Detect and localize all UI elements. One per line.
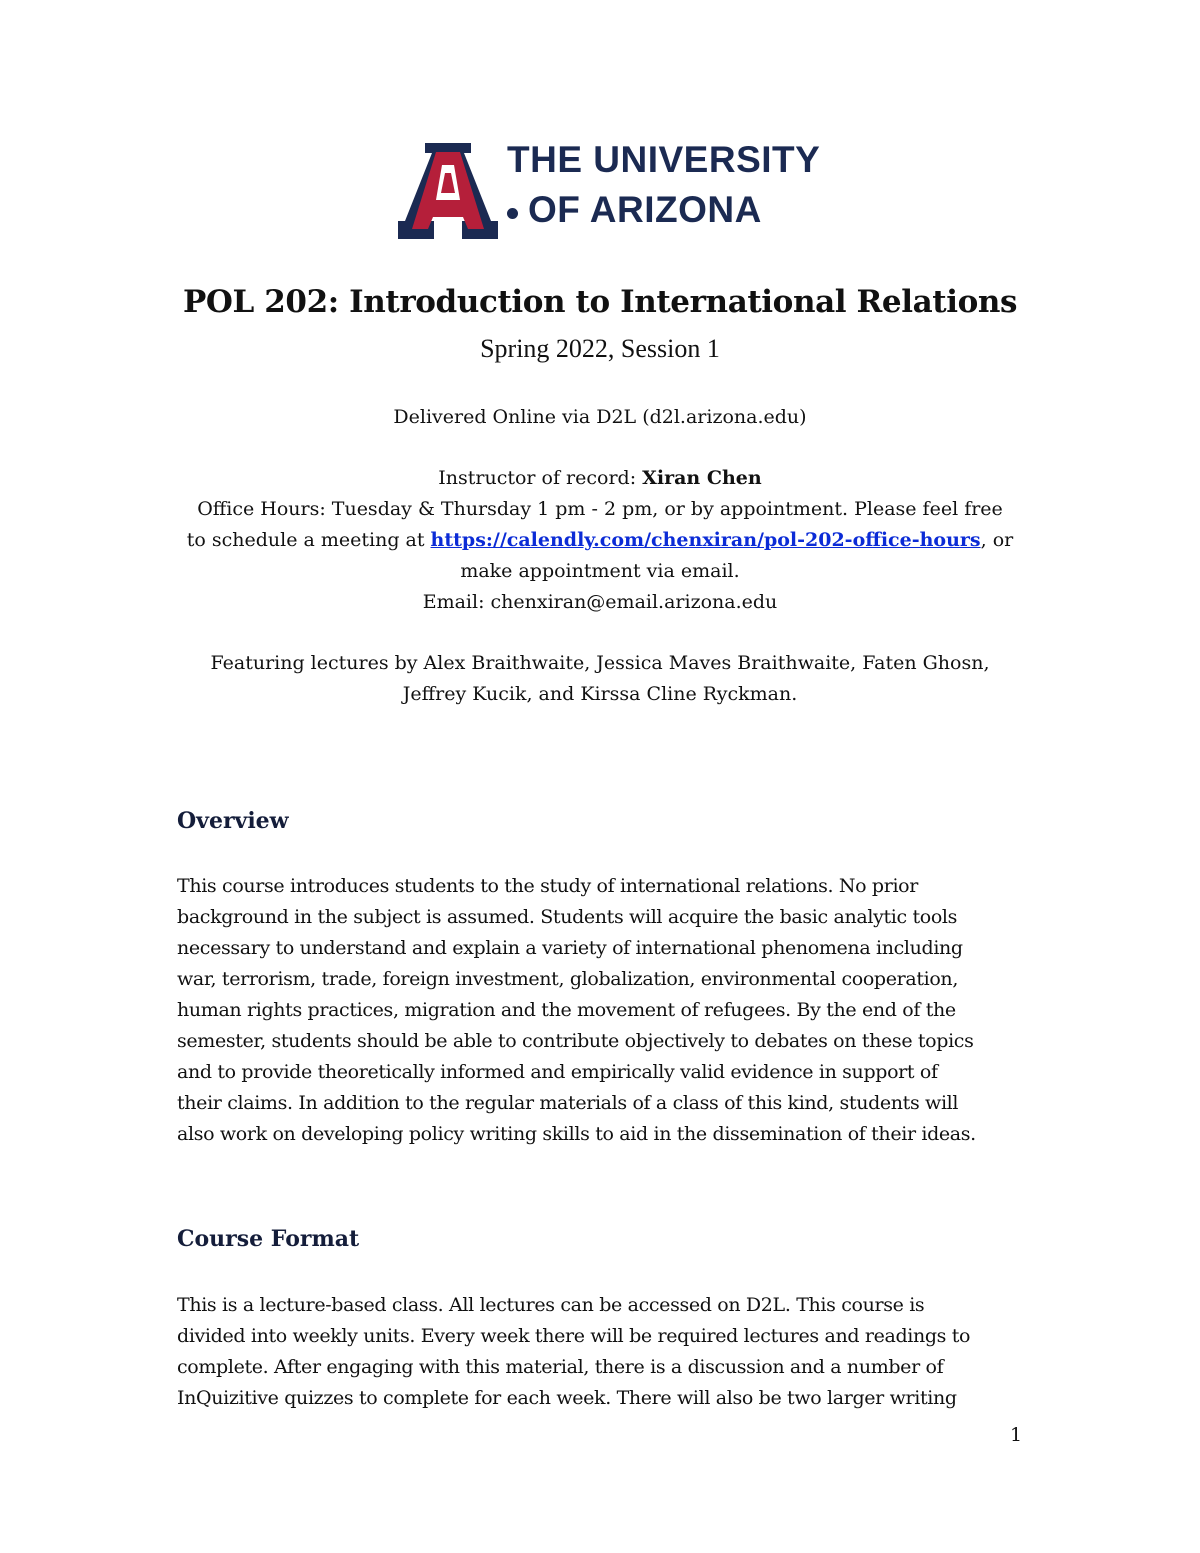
paragraph-line: complete. After engaging with this material, there is a discussion and a number of xyxy=(177,1356,944,1378)
course-format-paragraph xyxy=(177,1290,1057,1414)
paragraph-line: war, terrorism, trade, foreign investment, globalization, environmental cooperation, xyxy=(177,968,959,990)
email-line: Email: chenxiran@email.arizona.edu xyxy=(422,591,778,613)
paragraph-line: semester, students should be able to contribute objectively to debates on these topics xyxy=(177,1030,974,1052)
paragraph-line: their claims. In addition to the regular materials of a class of this kind, students will xyxy=(177,1092,959,1114)
office-hours-line-2 xyxy=(130,525,1070,556)
overview-heading: Overview xyxy=(177,808,289,834)
instructor-line xyxy=(130,463,1070,494)
paragraph-line: also work on developing policy writing skills to aid in the dissemination of their ideas. xyxy=(177,1123,976,1145)
paragraph-line: background in the subject is assumed. Students will acquire the basic analytic tools xyxy=(177,906,958,928)
page-number: 1 xyxy=(1010,1424,1023,1446)
calendly-link[interactable]: https://calendly.com/chenxiran/pol-202-office-hours xyxy=(430,529,981,551)
course-title: POL 202: Introduction to International Relations xyxy=(182,284,1018,320)
paragraph-line: human rights practices, migration and the movement of refugees. By the end of the xyxy=(177,999,956,1021)
logo-line-1: THE UNIVERSITY xyxy=(507,139,821,180)
instructor-name: Xiran Chen xyxy=(642,467,762,489)
course-format-heading: Course Format xyxy=(177,1226,360,1252)
paragraph-line: This course introduces students to the study of international relations. No prior xyxy=(177,875,919,897)
featuring-lecturers xyxy=(130,648,1070,710)
overview-paragraph xyxy=(177,871,1057,1150)
paragraph-line: divided into weekly units. Every week there will be required lectures and readings to xyxy=(177,1325,971,1347)
logo-line-2-text: OF ARIZONA xyxy=(528,189,762,230)
logo-line-2 xyxy=(507,189,762,231)
logo-dot xyxy=(507,208,518,219)
featuring-line-1: Featuring lectures by Alex Braithwaite, Jessica Maves Braithwaite, Faten Ghosn, xyxy=(210,652,990,674)
office-hours-suffix: , or xyxy=(980,529,1014,551)
office-hours-prefix: to schedule a meeting at xyxy=(186,529,431,551)
block-a-logo-icon xyxy=(398,143,498,239)
university-logo xyxy=(398,139,821,239)
featuring-line-2: Jeffrey Kucik, and Kirssa Cline Ryckman. xyxy=(402,683,798,705)
office-hours-line-3: make appointment via email. xyxy=(460,560,740,582)
delivery-info: Delivered Online via D2L (d2l.arizona.edu) xyxy=(393,406,807,428)
paragraph-line: InQuizitive quizzes to complete for each week. There will also be two larger writing xyxy=(177,1387,957,1409)
office-hours xyxy=(130,494,1070,618)
paragraph-line: This is a lecture-based class. All lectures can be accessed on D2L. This course is xyxy=(177,1294,925,1316)
office-hours-line-1: Office Hours: Tuesday & Thursday 1 pm - 2 pm, or by appointment. Please feel free xyxy=(197,498,1003,520)
course-term: Spring 2022, Session 1 xyxy=(480,334,720,363)
paragraph-line: necessary to understand and explain a variety of international phenomena including xyxy=(177,937,963,959)
instructor-label: Instructor of record: xyxy=(438,467,643,489)
paragraph-line: and to provide theoretically informed and empirically valid evidence in support of xyxy=(177,1061,938,1083)
